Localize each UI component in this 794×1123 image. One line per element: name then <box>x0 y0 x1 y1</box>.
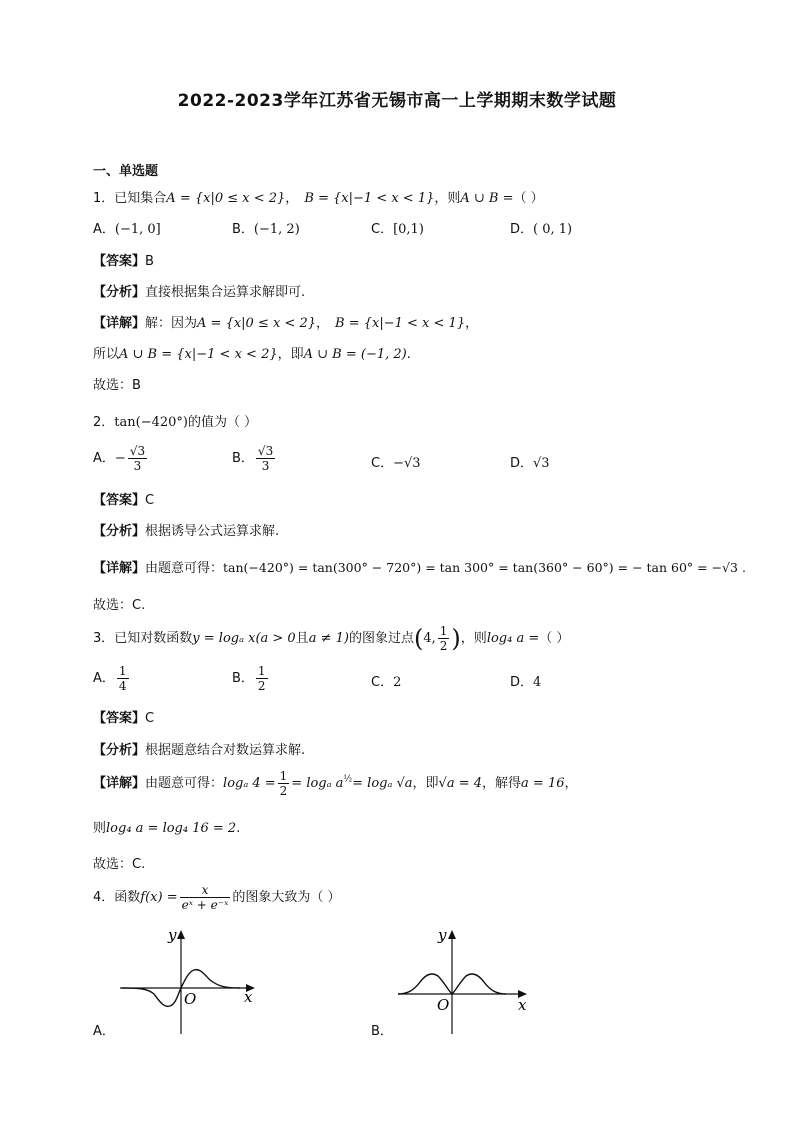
section-heading: 一、单选题 <box>93 164 159 179</box>
q1-detail-line2: 所以A ∪ B = {x|−1 < x < 2}，即A ∪ B = (−1, 2). <box>93 347 411 362</box>
q1-option-d: D．( 0, 1) <box>510 222 573 237</box>
q3-option-a: A． $\frac{1}{4}$ <box>93 664 127 693</box>
q3-answer: 【答案】C <box>93 711 155 726</box>
graph-option-b <box>390 922 540 1034</box>
graph-option-a <box>112 922 262 1034</box>
y-axis-label: y <box>168 926 177 944</box>
q1-option-a: A．(−1, 0] <box>93 222 161 237</box>
q3-option-c: C．2 <box>371 675 402 690</box>
x-axis-label: x <box>244 988 253 1006</box>
q1-choose: 故选：B <box>93 378 141 393</box>
origin-label: O <box>437 996 450 1014</box>
question-number: 2． <box>93 415 115 430</box>
origin-label: O <box>184 990 197 1008</box>
q4-option-a: A． <box>93 1024 115 1039</box>
q2-detail: 【详解】由题意可得：tan(−420°) = tan(300° − 720°) = tan 300° = tan(360° − 60°) = − tan 60° = −√3 . <box>93 560 746 576</box>
q2-answer: 【答案】C <box>93 493 155 508</box>
question-number: 1． <box>93 191 115 206</box>
q3-detail: 【详解】由题意可得：logₐ 4 = $\frac{1}{2}$ = logₐ $a^{\frac{1}{2}}= \log_a$ √a，即√a = 4，解得a = 16， <box>93 769 578 798</box>
q3-option-d: D．4 <box>510 675 542 690</box>
q1-option-b: B．(−1, 2) <box>232 222 300 237</box>
q2-option-c: C．−√3 <box>371 456 421 471</box>
q3-choose: 故选：C. <box>93 857 146 872</box>
q1-detail: 【详解】解：因为A = {x|0 ≤ x < 2}， B = {x|−1 < x < 1}， <box>93 316 479 331</box>
q1-option-c: C．[0,1) <box>371 222 424 237</box>
question-number: 3． <box>93 631 115 646</box>
x-axis-label: x <box>518 996 527 1014</box>
q3-analysis: 【分析】根据题意结合对数运算求解. <box>93 743 306 758</box>
q2-option-b: B． $\frac{√3}{3}$ <box>232 444 274 473</box>
q2-analysis: 【分析】根据诱导公式运算求解. <box>93 524 280 539</box>
q4-option-b: B． <box>371 1024 393 1039</box>
question-4-stem: 4．函数f(x) = $\frac{x}{\text{eˣ + e⁻ˣ}}$ 的图象大致为（ ） <box>93 883 341 912</box>
q2-option-a: A．− $\frac{√3}{3}$ <box>93 444 146 473</box>
question-3-stem: 3．已知对数函数y = logₐ x(a > 0且a ≠ 1)的图象过点(4, $\frac{1}{2}$ )，则log₄ a =（ ） <box>93 624 570 653</box>
q3-detail-line2: 则log₄ a = log₄ 16 = 2. <box>93 821 241 836</box>
page-title: 2022-2023学年江苏省无锡市高一上学期期末数学试题 <box>177 91 617 111</box>
q2-choose: 故选：C. <box>93 598 146 613</box>
q3-option-b: B． $\frac{1}{2}$ <box>232 664 266 693</box>
question-1-stem: 1．已知集合A = {x|0 ≤ x < 2}， B = {x|−1 < x < 1}，则A ∪ B =（ ） <box>93 191 544 206</box>
q1-answer: 【答案】B <box>93 254 154 269</box>
q2-option-d: D．√3 <box>510 456 550 471</box>
question-2-stem: 2．tan(−420°)的值为（ ） <box>93 415 258 430</box>
question-number: 4． <box>93 890 115 905</box>
y-axis-label: y <box>438 926 447 944</box>
q1-analysis: 【分析】直接根据集合运算求解即可. <box>93 285 306 300</box>
